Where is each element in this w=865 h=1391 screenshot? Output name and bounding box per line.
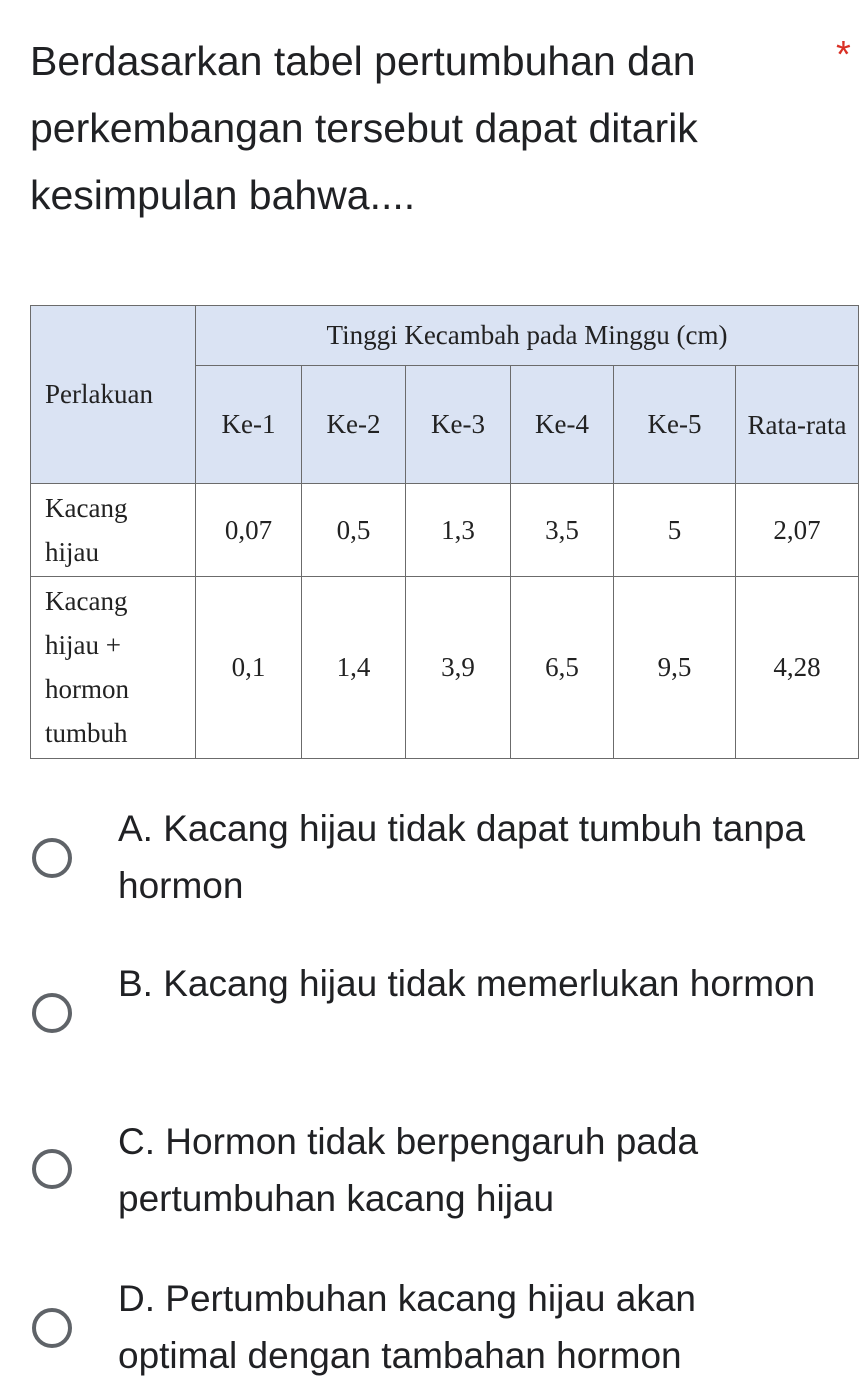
row-label: Kacang hijau bbox=[31, 484, 196, 577]
header-week-5: Ke-5 bbox=[614, 366, 736, 484]
header-week-4: Ke-4 bbox=[511, 366, 614, 484]
header-week-1: Ke-1 bbox=[196, 366, 302, 484]
table-cell: 0,07 bbox=[196, 484, 302, 577]
option-label: C. Hormon tidak berpengaruh pada pertumbuhan kacang hijau bbox=[118, 1121, 699, 1219]
option-d[interactable] bbox=[0, 1270, 865, 1390]
table-cell: 3,9 bbox=[406, 577, 511, 759]
option-label: B. Kacang hijau tidak memerlukan hormon bbox=[118, 963, 816, 1004]
table-cell: 0,1 bbox=[196, 577, 302, 759]
table-cell: 0,5 bbox=[302, 484, 406, 577]
radio-circle-icon[interactable] bbox=[32, 838, 72, 878]
header-week-2: Ke-2 bbox=[302, 366, 406, 484]
radio-circle-icon[interactable] bbox=[32, 1308, 72, 1348]
table-row bbox=[31, 577, 859, 759]
table-cell: 6,5 bbox=[511, 577, 614, 759]
option-c[interactable] bbox=[0, 1113, 865, 1233]
table-cell: 5 bbox=[614, 484, 736, 577]
table-cell-average: 2,07 bbox=[736, 484, 859, 577]
question-text: Berdasarkan tabel pertumbuhan dan perkembangan tersebut dapat ditarik kesimpulan bahwa.... bbox=[30, 38, 698, 218]
growth-table bbox=[30, 305, 859, 759]
table-cell: 3,5 bbox=[511, 484, 614, 577]
header-week-3: Ke-3 bbox=[406, 366, 511, 484]
table-cell: 9,5 bbox=[614, 577, 736, 759]
option-b[interactable] bbox=[0, 955, 865, 1075]
table-row bbox=[31, 484, 859, 577]
radio-circle-icon[interactable] bbox=[32, 1149, 72, 1189]
row-label: Kacang hijau + hormon tumbuh bbox=[31, 577, 196, 759]
header-treatment: Perlakuan bbox=[31, 306, 196, 484]
option-label: A. Kacang hijau tidak dapat tumbuh tanpa hormon bbox=[118, 808, 806, 906]
table-cell: 1,4 bbox=[302, 577, 406, 759]
header-average: Rata-rata bbox=[736, 366, 859, 484]
growth-table-container bbox=[30, 305, 858, 759]
radio-circle-icon[interactable] bbox=[32, 993, 72, 1033]
required-asterisk: * bbox=[836, 34, 851, 76]
table-cell-average: 4,28 bbox=[736, 577, 859, 759]
header-height-group: Tinggi Kecambah pada Minggu (cm) bbox=[196, 306, 859, 366]
table-cell: 1,3 bbox=[406, 484, 511, 577]
option-label: D. Pertumbuhan kacang hijau akan optimal dengan tambahan hormon bbox=[118, 1278, 696, 1376]
option-a[interactable] bbox=[0, 800, 865, 920]
